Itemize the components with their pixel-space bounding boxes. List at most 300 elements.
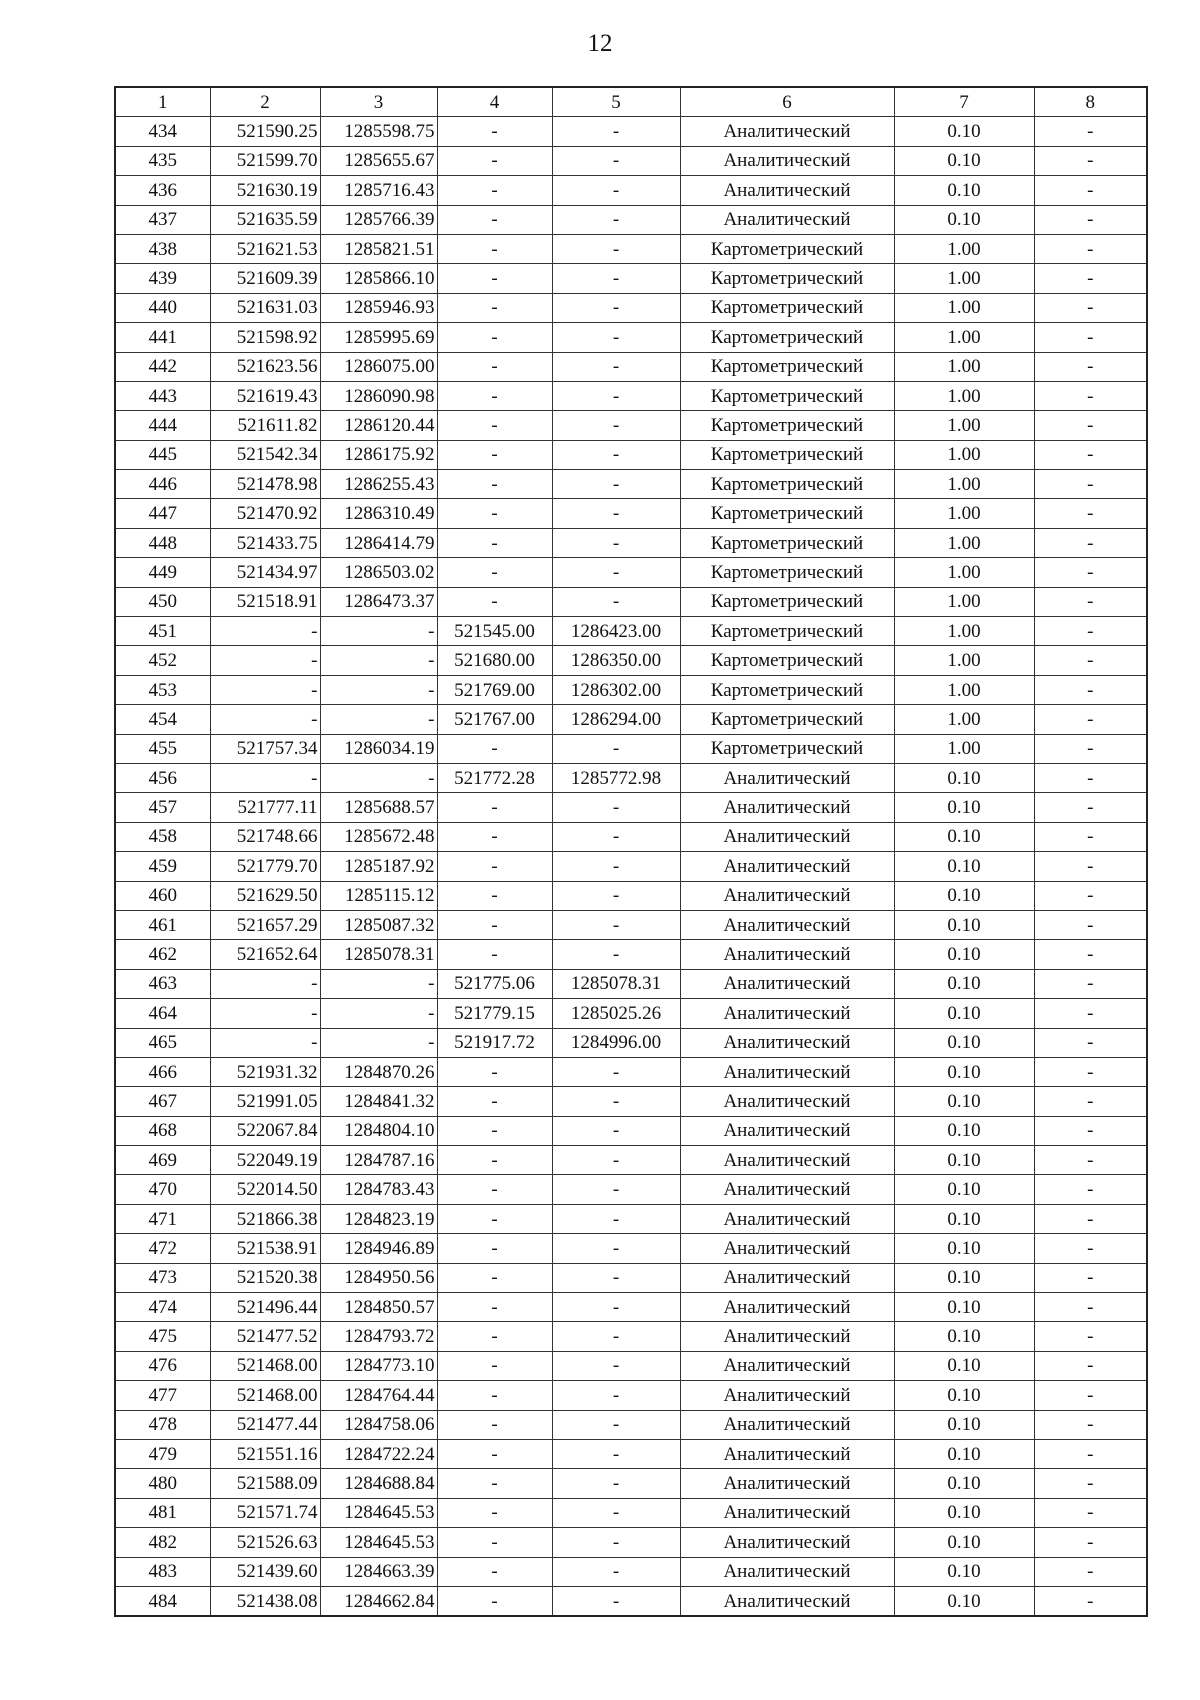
table-cell: 521757.34 — [210, 734, 320, 763]
table-cell: Картометрический — [680, 440, 894, 469]
table-cell: Аналитический — [680, 793, 894, 822]
table-cell: - — [552, 1528, 680, 1557]
table-cell: 521526.63 — [210, 1528, 320, 1557]
table-cell: - — [437, 852, 552, 881]
table-cell: - — [1034, 293, 1147, 322]
table-cell: - — [552, 852, 680, 881]
table-cell: 1285598.75 — [320, 117, 437, 146]
table-cell: 1285087.32 — [320, 910, 437, 939]
column-header: 3 — [320, 87, 437, 117]
table-cell: 1.00 — [894, 558, 1034, 587]
table-cell: Картометрический — [680, 293, 894, 322]
table-cell: - — [1034, 1528, 1147, 1557]
table-cell: 521611.82 — [210, 411, 320, 440]
table-cell: 452 — [115, 646, 210, 675]
table-cell: - — [1034, 881, 1147, 910]
table-cell: 461 — [115, 910, 210, 939]
column-header: 2 — [210, 87, 320, 117]
table-cell: 446 — [115, 470, 210, 499]
table-cell: 468 — [115, 1116, 210, 1145]
table-cell: 0.10 — [894, 822, 1034, 851]
table-cell: 521767.00 — [437, 705, 552, 734]
table-cell: - — [437, 528, 552, 557]
table-cell: 1286294.00 — [552, 705, 680, 734]
table-cell: 521438.08 — [210, 1586, 320, 1616]
table-cell: 1286423.00 — [552, 617, 680, 646]
table-cell: 521433.75 — [210, 528, 320, 557]
table-row — [115, 381, 1147, 410]
table-cell: 1285688.57 — [320, 793, 437, 822]
table-cell: 1.00 — [894, 499, 1034, 528]
table-cell: 1284783.43 — [320, 1175, 437, 1204]
table-cell: - — [1034, 205, 1147, 234]
table-cell: - — [552, 793, 680, 822]
table-cell: 1285187.92 — [320, 852, 437, 881]
table-cell: - — [552, 234, 680, 263]
table-cell: 0.10 — [894, 1557, 1034, 1586]
table-cell: 482 — [115, 1528, 210, 1557]
table-cell: - — [437, 1116, 552, 1145]
table-cell: 521772.28 — [437, 763, 552, 792]
table-cell: Картометрический — [680, 352, 894, 381]
table-cell: - — [1034, 675, 1147, 704]
table-cell: 1286350.00 — [552, 646, 680, 675]
table-cell: 474 — [115, 1293, 210, 1322]
table-cell: 442 — [115, 352, 210, 381]
table-cell: - — [437, 205, 552, 234]
table-row — [115, 1322, 1147, 1351]
table-cell: - — [1034, 1263, 1147, 1292]
table-cell: 521588.09 — [210, 1469, 320, 1498]
table-cell: - — [437, 822, 552, 851]
table-cell: 1.00 — [894, 617, 1034, 646]
table-cell: - — [1034, 1351, 1147, 1380]
table-cell: 521623.56 — [210, 352, 320, 381]
table-cell: 0.10 — [894, 1146, 1034, 1175]
table-row — [115, 1469, 1147, 1498]
table-cell: Картометрический — [680, 381, 894, 410]
table-cell: 438 — [115, 234, 210, 263]
table-cell: 1284773.10 — [320, 1351, 437, 1380]
table-cell: - — [320, 999, 437, 1028]
table-cell: 521931.32 — [210, 1057, 320, 1086]
table-cell: 1284804.10 — [320, 1116, 437, 1145]
table-cell: - — [210, 675, 320, 704]
table-cell: - — [552, 1175, 680, 1204]
table-cell: 1284793.72 — [320, 1322, 437, 1351]
table-cell: 1284764.44 — [320, 1381, 437, 1410]
table-cell: 1.00 — [894, 734, 1034, 763]
table-cell: 435 — [115, 146, 210, 175]
table-cell: 476 — [115, 1351, 210, 1380]
table-cell: 1.00 — [894, 675, 1034, 704]
table-cell: 450 — [115, 587, 210, 616]
table-cell: 0.10 — [894, 940, 1034, 969]
table-cell: - — [1034, 323, 1147, 352]
table-cell: - — [552, 381, 680, 410]
table-cell: 449 — [115, 558, 210, 587]
table-row — [115, 1234, 1147, 1263]
table-row — [115, 470, 1147, 499]
table-cell: - — [320, 675, 437, 704]
table-cell: 0.10 — [894, 999, 1034, 1028]
table-cell: - — [552, 1351, 680, 1380]
table-cell: 521477.52 — [210, 1322, 320, 1351]
table-cell: 457 — [115, 793, 210, 822]
table-cell: 0.10 — [894, 1439, 1034, 1468]
table-cell: 437 — [115, 205, 210, 234]
table-cell: - — [552, 1439, 680, 1468]
table-cell: - — [437, 440, 552, 469]
table-cell: - — [1034, 528, 1147, 557]
table-cell: - — [552, 1557, 680, 1586]
table-cell: - — [437, 264, 552, 293]
table-cell: 521599.70 — [210, 146, 320, 175]
table-cell: - — [210, 646, 320, 675]
table-cell: 1284823.19 — [320, 1204, 437, 1233]
table-cell: Аналитический — [680, 1087, 894, 1116]
table-cell: 0.10 — [894, 793, 1034, 822]
table-cell: 456 — [115, 763, 210, 792]
table-row — [115, 176, 1147, 205]
table-cell: 1.00 — [894, 381, 1034, 410]
table-row — [115, 117, 1147, 146]
table-cell: - — [1034, 852, 1147, 881]
table-cell: Картометрический — [680, 646, 894, 675]
table-cell: 447 — [115, 499, 210, 528]
table-cell: - — [1034, 763, 1147, 792]
table-row — [115, 146, 1147, 175]
table-row — [115, 793, 1147, 822]
table-cell: 445 — [115, 440, 210, 469]
table-cell: - — [437, 1263, 552, 1292]
table-row — [115, 323, 1147, 352]
table-cell: 521520.38 — [210, 1263, 320, 1292]
table-cell: - — [437, 940, 552, 969]
table-cell: - — [437, 411, 552, 440]
table-cell: 521609.39 — [210, 264, 320, 293]
table-cell: 0.10 — [894, 1351, 1034, 1380]
table-cell: - — [552, 499, 680, 528]
table-cell: - — [1034, 1146, 1147, 1175]
table-cell: 521621.53 — [210, 234, 320, 263]
table-cell: 0.10 — [894, 881, 1034, 910]
table-cell: Аналитический — [680, 1439, 894, 1468]
table-cell: Аналитический — [680, 1234, 894, 1263]
table-cell: - — [552, 1498, 680, 1527]
table-cell: - — [1034, 352, 1147, 381]
table-body — [115, 117, 1147, 1616]
table-cell: - — [437, 881, 552, 910]
table-cell: 521590.25 — [210, 117, 320, 146]
table-cell: - — [1034, 1410, 1147, 1439]
table-cell: - — [552, 1116, 680, 1145]
table-cell: 522014.50 — [210, 1175, 320, 1204]
table-cell: 521571.74 — [210, 1498, 320, 1527]
table-row — [115, 763, 1147, 792]
table-cell: - — [552, 1087, 680, 1116]
table-row — [115, 205, 1147, 234]
table-cell: 0.10 — [894, 176, 1034, 205]
table-cell: - — [437, 1351, 552, 1380]
table-cell: 1284758.06 — [320, 1410, 437, 1439]
table-row — [115, 1204, 1147, 1233]
table-cell: Аналитический — [680, 852, 894, 881]
table-cell: - — [1034, 264, 1147, 293]
table-cell: 1286034.19 — [320, 734, 437, 763]
table-cell: - — [320, 646, 437, 675]
table-cell: - — [552, 734, 680, 763]
table-cell: - — [1034, 999, 1147, 1028]
table-cell: - — [552, 440, 680, 469]
table-cell: - — [437, 734, 552, 763]
table-cell: 0.10 — [894, 1263, 1034, 1292]
table-row — [115, 1439, 1147, 1468]
table-row — [115, 881, 1147, 910]
table-cell: - — [1034, 1586, 1147, 1616]
table-cell: - — [437, 1528, 552, 1557]
table-cell: 472 — [115, 1234, 210, 1263]
table-row — [115, 646, 1147, 675]
table-cell: 1.00 — [894, 646, 1034, 675]
table-cell: 1285866.10 — [320, 264, 437, 293]
table-cell: - — [1034, 1557, 1147, 1586]
table-cell: 1.00 — [894, 587, 1034, 616]
table-cell: 464 — [115, 999, 210, 1028]
table-row — [115, 999, 1147, 1028]
table-cell: 434 — [115, 117, 210, 146]
table-cell: Аналитический — [680, 1293, 894, 1322]
table-cell: 521769.00 — [437, 675, 552, 704]
table-cell: Аналитический — [680, 1410, 894, 1439]
table-cell: - — [1034, 1381, 1147, 1410]
table-cell: 521538.91 — [210, 1234, 320, 1263]
table-cell: - — [552, 1234, 680, 1263]
table-cell: - — [552, 205, 680, 234]
table-cell: - — [1034, 558, 1147, 587]
table-cell: 443 — [115, 381, 210, 410]
table-cell: - — [320, 969, 437, 998]
table-cell: 1286255.43 — [320, 470, 437, 499]
table-cell: 522067.84 — [210, 1116, 320, 1145]
table-cell: - — [1034, 587, 1147, 616]
table-cell: - — [210, 999, 320, 1028]
table-row — [115, 852, 1147, 881]
table-cell: 0.10 — [894, 1381, 1034, 1410]
table-cell: - — [437, 470, 552, 499]
table-cell: - — [437, 323, 552, 352]
table-cell: Аналитический — [680, 1498, 894, 1527]
table-cell: - — [1034, 117, 1147, 146]
table-cell: - — [1034, 822, 1147, 851]
table-row — [115, 1175, 1147, 1204]
table-cell: Аналитический — [680, 999, 894, 1028]
table-row — [115, 1351, 1147, 1380]
table-cell: Аналитический — [680, 1351, 894, 1380]
table-cell: - — [1034, 793, 1147, 822]
table-cell: 1285115.12 — [320, 881, 437, 910]
table-row — [115, 499, 1147, 528]
table-cell: - — [1034, 176, 1147, 205]
table-cell: Аналитический — [680, 822, 894, 851]
table-cell: Аналитический — [680, 205, 894, 234]
table-cell: Аналитический — [680, 1263, 894, 1292]
table-cell: 521917.72 — [437, 1028, 552, 1057]
table-cell: - — [552, 940, 680, 969]
table-cell: 521478.98 — [210, 470, 320, 499]
table-cell: - — [552, 411, 680, 440]
table-cell: 483 — [115, 1557, 210, 1586]
table-row — [115, 1557, 1147, 1586]
table-cell: 479 — [115, 1439, 210, 1468]
table-cell: 1285716.43 — [320, 176, 437, 205]
table-row — [115, 705, 1147, 734]
table-header-row — [115, 87, 1147, 117]
table-cell: 0.10 — [894, 969, 1034, 998]
table-cell: - — [1034, 440, 1147, 469]
coordinates-table — [114, 86, 1148, 1617]
table-cell: 1284787.16 — [320, 1146, 437, 1175]
table-cell: - — [437, 117, 552, 146]
table-cell: - — [437, 1175, 552, 1204]
table-cell: - — [1034, 940, 1147, 969]
table-cell: 1286503.02 — [320, 558, 437, 587]
table-cell: 1.00 — [894, 705, 1034, 734]
table-cell: Аналитический — [680, 1146, 894, 1175]
table-cell: 1285655.67 — [320, 146, 437, 175]
table-row — [115, 675, 1147, 704]
table-cell: 471 — [115, 1204, 210, 1233]
table-cell: 451 — [115, 617, 210, 646]
table-cell: - — [552, 528, 680, 557]
table-cell: 521518.91 — [210, 587, 320, 616]
table-cell: Аналитический — [680, 1204, 894, 1233]
table-cell: 1285995.69 — [320, 323, 437, 352]
table-cell: - — [552, 1204, 680, 1233]
table-cell: Аналитический — [680, 763, 894, 792]
table-cell: 0.10 — [894, 1322, 1034, 1351]
table-cell: Аналитический — [680, 146, 894, 175]
table-row — [115, 1087, 1147, 1116]
table-cell: 1284645.53 — [320, 1528, 437, 1557]
table-row — [115, 264, 1147, 293]
table-cell: - — [552, 1263, 680, 1292]
table-cell: 1284996.00 — [552, 1028, 680, 1057]
table-cell: Аналитический — [680, 1557, 894, 1586]
table-cell: 521779.15 — [437, 999, 552, 1028]
table-cell: - — [437, 352, 552, 381]
table-cell: - — [437, 381, 552, 410]
table-cell: - — [437, 1234, 552, 1263]
table-cell: 0.10 — [894, 146, 1034, 175]
table-cell: 1.00 — [894, 293, 1034, 322]
table-cell: 481 — [115, 1498, 210, 1527]
table-cell: 1284950.56 — [320, 1263, 437, 1292]
table-cell: - — [210, 969, 320, 998]
table-cell: 0.10 — [894, 205, 1034, 234]
table-cell: Аналитический — [680, 176, 894, 205]
table-cell: 521991.05 — [210, 1087, 320, 1116]
table-cell: 0.10 — [894, 1498, 1034, 1527]
column-header: 7 — [894, 87, 1034, 117]
table-cell: Аналитический — [680, 910, 894, 939]
table-cell: 1284946.89 — [320, 1234, 437, 1263]
table-cell: - — [1034, 617, 1147, 646]
table-cell: Аналитический — [680, 1116, 894, 1145]
table-cell: - — [552, 1057, 680, 1086]
table-cell: - — [552, 822, 680, 851]
table-cell: 521775.06 — [437, 969, 552, 998]
table-cell: - — [210, 1028, 320, 1057]
table-cell: - — [552, 176, 680, 205]
table-cell: Картометрический — [680, 705, 894, 734]
table-cell: 0.10 — [894, 1293, 1034, 1322]
table-cell: - — [552, 1146, 680, 1175]
table-cell: - — [437, 1293, 552, 1322]
table-cell: 0.10 — [894, 1175, 1034, 1204]
table-cell: 465 — [115, 1028, 210, 1057]
table-cell: - — [552, 1322, 680, 1351]
table-cell: 521551.16 — [210, 1439, 320, 1468]
table-cell: 436 — [115, 176, 210, 205]
table-cell: - — [552, 587, 680, 616]
table-cell: 521779.70 — [210, 852, 320, 881]
table-cell: 448 — [115, 528, 210, 557]
table-cell: Картометрический — [680, 411, 894, 440]
page-number: 12 — [587, 30, 613, 57]
table-cell: - — [437, 1469, 552, 1498]
table-cell: 484 — [115, 1586, 210, 1616]
table-cell: 480 — [115, 1469, 210, 1498]
table-cell: Картометрический — [680, 499, 894, 528]
table-cell: - — [1034, 1293, 1147, 1322]
table-cell: - — [1034, 1439, 1147, 1468]
table-cell: - — [320, 617, 437, 646]
table-cell: 0.10 — [894, 763, 1034, 792]
table-cell: 521657.29 — [210, 910, 320, 939]
table-cell: 466 — [115, 1057, 210, 1086]
table-cell: - — [1034, 1087, 1147, 1116]
table-cell: - — [552, 1586, 680, 1616]
table-cell: 0.10 — [894, 1057, 1034, 1086]
table-cell: 1.00 — [894, 470, 1034, 499]
table-cell: 1286175.92 — [320, 440, 437, 469]
table-cell: 521680.00 — [437, 646, 552, 675]
table-cell: 440 — [115, 293, 210, 322]
table-cell: 1285821.51 — [320, 234, 437, 263]
table-row — [115, 940, 1147, 969]
table-cell: - — [437, 587, 552, 616]
table-cell: - — [437, 1498, 552, 1527]
table-cell: 1286310.49 — [320, 499, 437, 528]
table-cell: - — [320, 763, 437, 792]
table-cell: 521468.00 — [210, 1351, 320, 1380]
table-cell: - — [210, 617, 320, 646]
table-cell: 521434.97 — [210, 558, 320, 587]
table-cell: 521598.92 — [210, 323, 320, 352]
table-cell: Картометрический — [680, 558, 894, 587]
table-cell: 521545.00 — [437, 617, 552, 646]
table-cell: 467 — [115, 1087, 210, 1116]
table-row — [115, 1057, 1147, 1086]
table-cell: - — [437, 1586, 552, 1616]
table-cell: 473 — [115, 1263, 210, 1292]
table-cell: 521652.64 — [210, 940, 320, 969]
table-cell: 460 — [115, 881, 210, 910]
table-cell: - — [437, 1557, 552, 1586]
table-cell: - — [1034, 1028, 1147, 1057]
table-cell: 521631.03 — [210, 293, 320, 322]
